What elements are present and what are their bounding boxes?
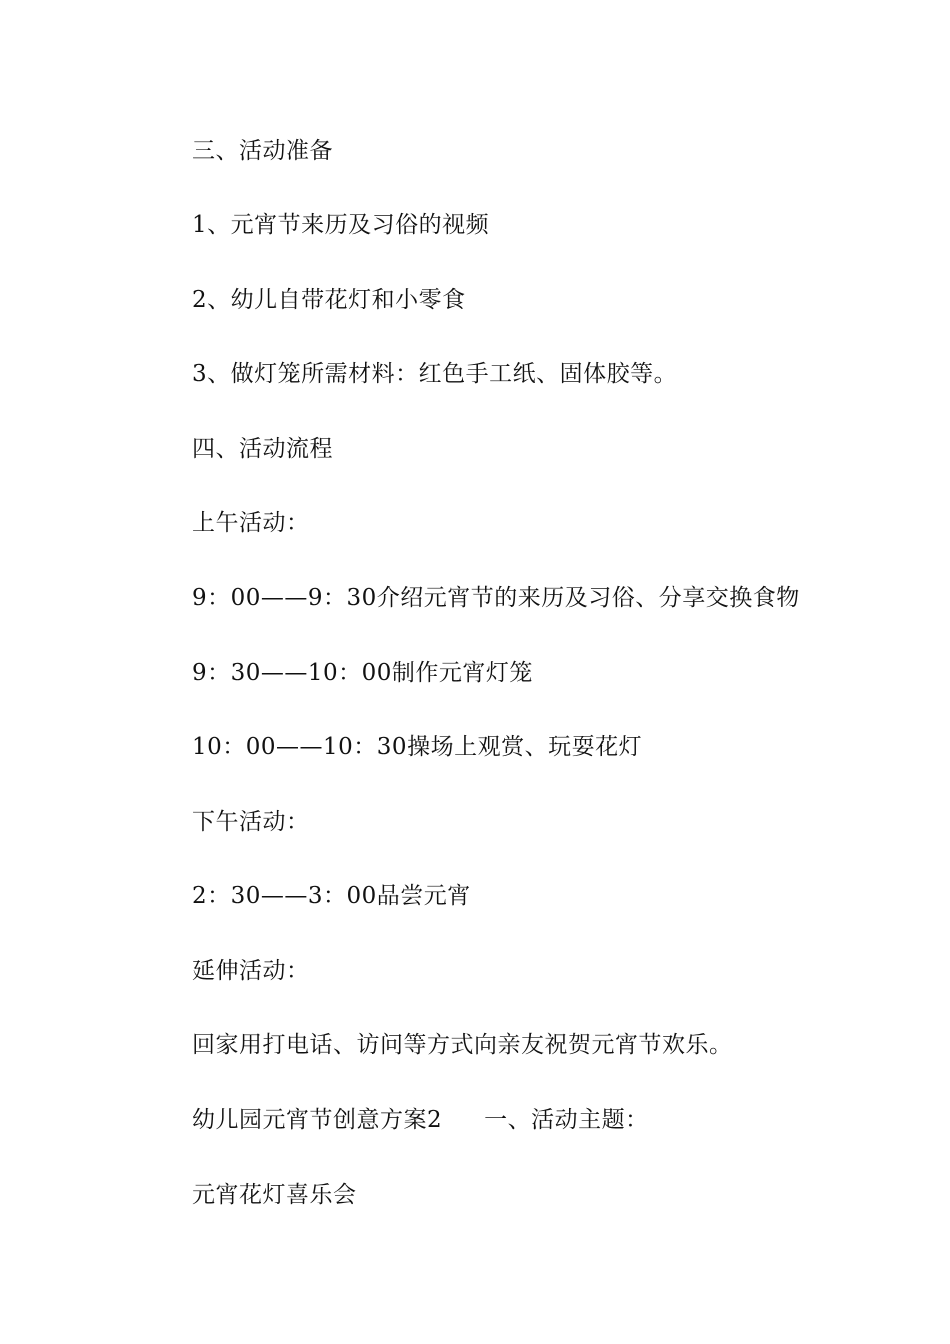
afternoon-activities-heading: 下午活动： <box>192 809 310 835</box>
extension-activity-text: 回家用打电话、访问等方式向亲友祝贺元宵节欢乐。 <box>192 1032 733 1058</box>
plan-title-line <box>192 1105 649 1135</box>
section-heading-process: 四、活动流程 <box>192 436 333 462</box>
theme-heading: 一、活动主题： <box>484 1107 649 1133</box>
morning-activities-heading: 上午活动： <box>192 510 310 536</box>
preparation-item-3: 3、做灯笼所需材料：红色手工纸、固体胶等。 <box>192 361 678 387</box>
section-heading-preparation: 三、活动准备 <box>192 138 333 164</box>
preparation-item-2: 2、幼儿自带花灯和小零食 <box>192 287 466 313</box>
schedule-item-4: 2：30——3：00品尝元宵 <box>192 883 471 909</box>
schedule-item-2: 9：30——10：00制作元宵灯笼 <box>192 660 533 686</box>
schedule-item-3: 10：00——10：30操场上观赏、玩耍花灯 <box>192 734 643 760</box>
theme-value: 元宵花灯喜乐会 <box>192 1182 357 1208</box>
preparation-item-1: 1、元宵节来历及习俗的视频 <box>192 212 490 238</box>
plan-title: 幼儿园元宵节创意方案2 <box>192 1107 443 1133</box>
schedule-item-1: 9：00——9：30介绍元宵节的来历及习俗、分享交换食物 <box>192 585 800 611</box>
extension-activities-heading: 延伸活动： <box>192 958 310 984</box>
